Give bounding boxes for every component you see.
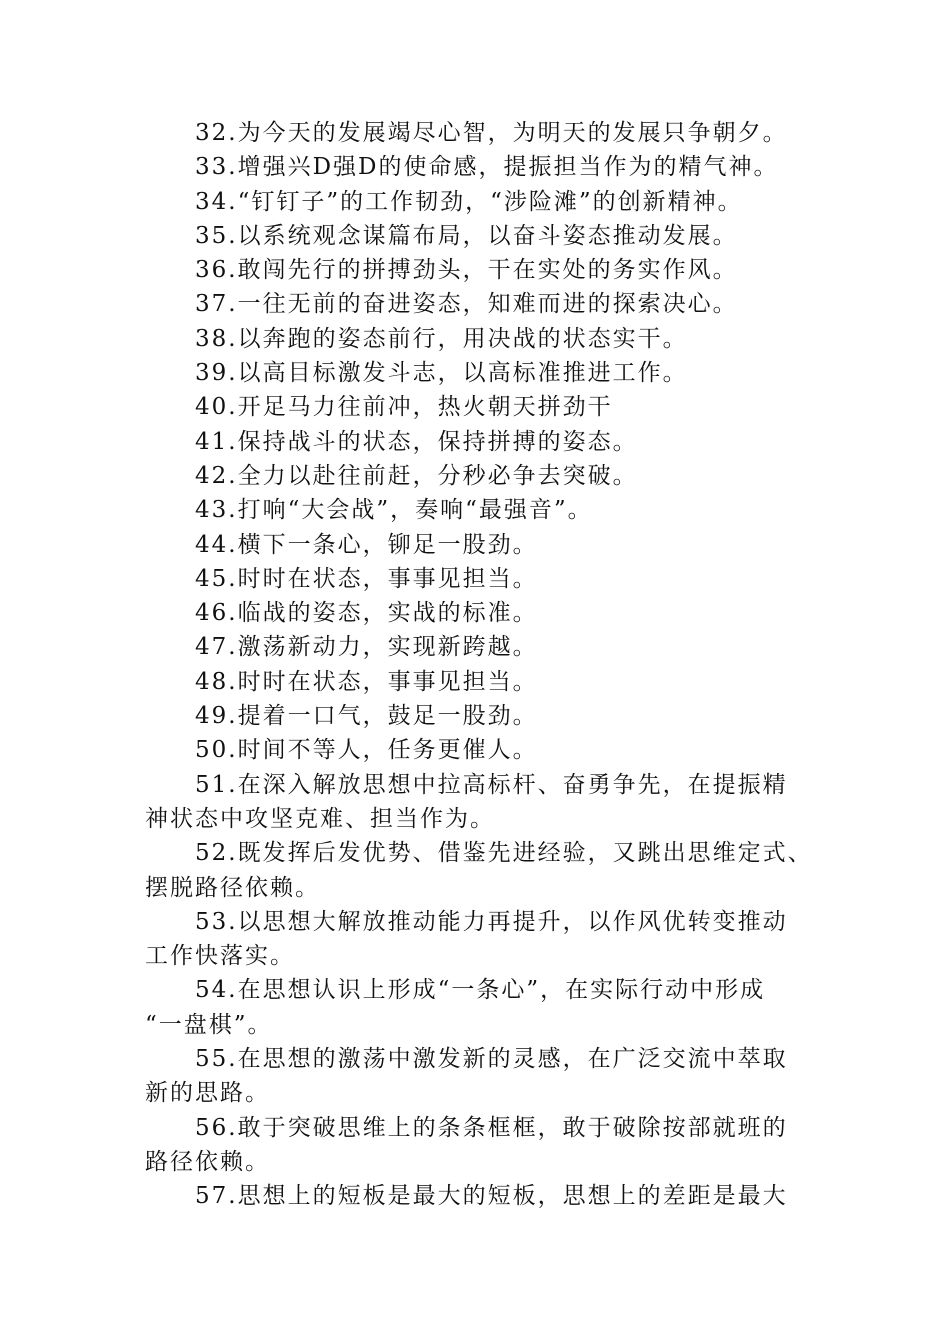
- text-line-1: 32.为今天的发展竭尽心智，为明天的发展只争朝夕。: [195, 120, 788, 146]
- text-line-27: “一盘棋”。: [145, 1011, 273, 1038]
- text-line-9: 40.开足马力往前冲，热火朝天拼劲干: [195, 394, 613, 421]
- text-line-29: 新的思路。: [145, 1080, 270, 1107]
- text-line-12: 43.打响“大会战”，奏响“最强音”。: [195, 497, 593, 524]
- text-line-23: 摆脱路径依赖。: [145, 874, 320, 901]
- text-line-14: 45.时时在状态，事事见担当。: [195, 565, 538, 592]
- text-line-3: 34.“钉钉子”的工作韧劲，“涉险滩”的创新精神。: [195, 188, 743, 215]
- text-line-28: 55.在思想的激荡中激发新的灵感，在广泛交流中萃取: [195, 1046, 788, 1073]
- text-line-2: 33.增强兴D强D的使命感，提振担当作为的精气神。: [195, 154, 779, 181]
- text-line-10: 41.保持战斗的状态，保持拼搏的姿态。: [195, 428, 638, 455]
- text-line-21: 神状态中攻坚克难、担当作为。: [145, 805, 495, 832]
- text-line-31: 路径依赖。: [145, 1148, 270, 1175]
- text-line-8: 39.以高目标激发斗志，以高标准推进工作。: [195, 360, 688, 387]
- text-line-17: 48.时时在状态，事事见担当。: [195, 668, 538, 695]
- text-line-22: 52.既发挥后发优势、借鉴先进经验，又跳出思维定式、: [195, 840, 813, 867]
- text-line-13: 44.横下一条心，铆足一股劲。: [195, 531, 538, 558]
- text-line-20: 51.在深入解放思想中拉高标杆、奋勇争先，在提振精: [195, 771, 788, 798]
- text-line-5: 36.敢闯先行的拼搏劲头，干在实处的务实作风。: [195, 257, 738, 284]
- text-line-6: 37.一往无前的奋进姿态，知难而进的探索决心。: [195, 291, 738, 318]
- text-line-11: 42.全力以赴往前赶，分秒必争去突破。: [195, 462, 638, 489]
- text-line-24: 53.以思想大解放推动能力再提升，以作风优转变推动: [195, 908, 788, 935]
- text-line-15: 46.临战的姿态，实战的标准。: [195, 600, 538, 627]
- document-body: [145, 116, 825, 1214]
- text-line-7: 38.以奔跑的姿态前行，用决战的状态实干。: [195, 325, 688, 352]
- text-line-19: 50.时间不等人，任务更催人。: [195, 737, 538, 764]
- text-line-32: 57.思想上的短板是最大的短板，思想上的差距是最大: [195, 1183, 788, 1210]
- text-line-26: 54.在思想认识上形成“一条心”，在实际行动中形成: [195, 977, 766, 1004]
- text-line-4: 35.以系统观念谋篇布局，以奋斗姿态推动发展。: [195, 222, 738, 249]
- text-line-30: 56.敢于突破思维上的条条框框，敢于破除按部就班的: [195, 1114, 788, 1141]
- text-line-18: 49.提着一口气，鼓足一股劲。: [195, 703, 538, 730]
- text-line-25: 工作快落实。: [145, 943, 295, 970]
- text-line-16: 47.激荡新动力，实现新跨越。: [195, 634, 538, 661]
